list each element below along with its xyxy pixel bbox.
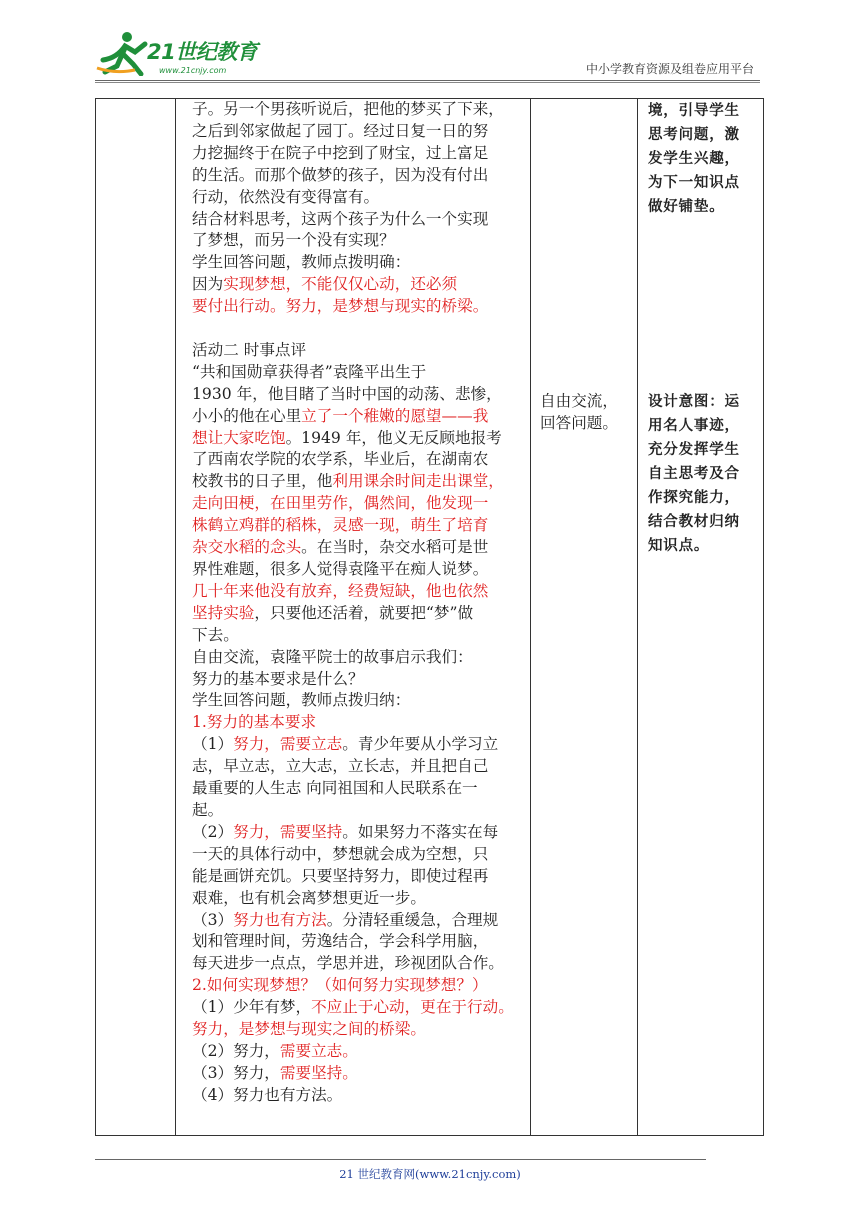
highlighted-text: 想让大家吃饱 xyxy=(192,428,286,447)
content-line xyxy=(192,581,624,603)
runner-logo-icon xyxy=(95,30,151,76)
content-line xyxy=(192,143,624,165)
body-text: 活动二 时事点评 xyxy=(192,340,307,359)
body-text: 起。 xyxy=(192,800,224,819)
teaching-content xyxy=(192,99,624,1107)
column-divider-3 xyxy=(637,99,638,1135)
highlighted-text: 走向田梗，在田里劳作，偶然间，他发现一 xyxy=(192,494,489,513)
content-line xyxy=(192,931,624,953)
content-line xyxy=(192,1063,624,1085)
intent-line: 思考问题，激 xyxy=(648,127,740,143)
body-text: 学生回答问题，教师点拨明确： xyxy=(192,253,411,272)
content-line xyxy=(192,187,624,209)
content-line xyxy=(192,493,624,515)
body-text: 结合材料思考，这两个孩子为什么一个实现 xyxy=(192,209,489,228)
body-text: 子。另一个男孩听说后，把他的梦买了下来， xyxy=(192,100,504,118)
intent-line: 知识点。 xyxy=(648,538,710,554)
body-text: 划和管理时间，劳逸结合，学会科学用脑， xyxy=(192,932,489,951)
body-text: 一天的具体行动中，梦想就会成为空想，只 xyxy=(192,844,489,863)
intent-line: 充分发挥学生 xyxy=(648,442,740,458)
content-line xyxy=(192,230,624,252)
body-text: 能是画饼充饥。只要坚持努力，即使过程再 xyxy=(192,866,489,885)
page-footer: 21 世纪教育网(www.21cnjy.com) xyxy=(339,1167,521,1181)
body-text: （2） xyxy=(192,822,234,841)
body-text: 艰难，也有机会离梦想更近一步。 xyxy=(192,888,426,907)
body-text: 下去。 xyxy=(192,625,239,644)
body-text: 的生活。而那个做梦的孩子，因为没有付出 xyxy=(192,165,489,184)
highlighted-text: 努力，需要坚持 xyxy=(233,822,343,841)
content-line xyxy=(192,515,624,537)
body-text: 之后到邻家做起了园丁。经过日复一日的努 xyxy=(192,121,489,140)
student-activity-line: 回答问题。 xyxy=(540,413,618,432)
intent-line: 境，引导学生 xyxy=(648,103,740,119)
intent-line: 设计意图：运 xyxy=(648,394,740,410)
content-line xyxy=(192,778,624,800)
body-text: 了西南农学院的农学系，毕业后，在湖南农 xyxy=(192,450,489,469)
content-line xyxy=(192,712,624,734)
intent-line: 结合教材归纳 xyxy=(648,514,740,530)
content-line xyxy=(192,362,624,384)
body-text: 力挖掘终于在院子中挖到了财宝，过上富足 xyxy=(192,143,489,162)
content-line xyxy=(192,822,624,844)
content-line xyxy=(192,165,624,187)
content-line xyxy=(192,1085,624,1107)
body-text: 校教书的日子里，他 xyxy=(192,472,333,491)
body-text: 自由交流，袁隆平院士的故事启示我们： xyxy=(192,647,473,666)
body-text: （2）努力， xyxy=(192,1041,280,1060)
body-text: （1） xyxy=(192,735,234,754)
column-divider-1 xyxy=(175,99,176,1135)
highlighted-text: 株鹤立鸡群的稻株，灵感一现，萌生了培育 xyxy=(192,516,489,535)
content-line xyxy=(192,866,624,888)
highlighted-text: 立了一个稚嫩的愿望——我 xyxy=(301,406,489,425)
intent-line: 用名人事迹， xyxy=(648,418,740,434)
highlighted-text: 努力，是梦想与现实之间的桥梁。 xyxy=(192,1020,426,1039)
body-text: 每天进步一点点，学思并进，珍视团队合作。 xyxy=(192,954,504,973)
body-text: 。如果努力不落实在每 xyxy=(342,822,499,841)
lesson-table xyxy=(95,98,764,1136)
highlighted-text: 努力，需要立志 xyxy=(233,735,343,754)
body-text: （3）努力， xyxy=(192,1063,280,1082)
content-line xyxy=(192,800,624,822)
content-line xyxy=(192,340,624,362)
content-line xyxy=(192,888,624,910)
highlighted-text: 2.如何实现梦想？（如何努力实现梦想？） xyxy=(192,976,488,995)
body-text: 最重要的人生志 向同祖国和人民联系在一 xyxy=(192,779,478,798)
body-text: 1930 年，他目睹了当时中国的动荡、悲惨， xyxy=(192,384,502,403)
body-text: 小小的他在心里 xyxy=(192,406,302,425)
highlighted-text: 努力也有方法 xyxy=(233,910,327,929)
highlighted-text: 1.努力的基本要求 xyxy=(192,713,317,732)
body-text: 志，早立志，立大志，立长志，并且把自己 xyxy=(192,757,489,776)
intent-line: 作探究能力， xyxy=(648,490,740,506)
content-line xyxy=(192,625,624,647)
body-text: 。在当时，杂交水稻可是世 xyxy=(301,538,489,557)
highlighted-text: 要付出行动。努力，是梦想与现实的桥梁。 xyxy=(192,297,489,316)
content-line xyxy=(192,121,624,143)
highlighted-text: 需要立志。 xyxy=(279,1041,358,1060)
content-line xyxy=(192,669,624,691)
content-line xyxy=(192,252,624,274)
student-activity-line: 自由交流， xyxy=(540,392,618,410)
highlighted-text: 坚持实验 xyxy=(192,603,255,622)
body-text: 。青少年要从小学习立 xyxy=(342,735,499,754)
body-text: “共和国勋章获得者”袁隆平出生于 xyxy=(192,362,427,381)
content-line xyxy=(192,647,624,669)
content-line xyxy=(192,318,624,340)
content-line xyxy=(192,1041,624,1063)
body-text: 界性难题，很多人觉得袁隆平在痴人说梦。 xyxy=(192,560,489,579)
body-text: （1）少年有梦， xyxy=(192,998,312,1017)
content-line xyxy=(192,559,624,581)
page-header xyxy=(95,30,760,80)
body-text: 了梦想，而另一个没有实现？ xyxy=(192,231,395,250)
body-text: ，只要他还活着，就要把“梦”做 xyxy=(254,603,474,622)
body-text: 学生回答问题，教师点拨归纳： xyxy=(192,691,411,710)
content-line xyxy=(192,910,624,932)
content-line xyxy=(192,1019,624,1041)
platform-name: 中小学教育资源及组卷应用平台 xyxy=(585,62,754,76)
highlighted-text: 不应止于心动，更在于行动。 xyxy=(311,998,514,1017)
content-line xyxy=(192,209,624,231)
content-line xyxy=(192,975,624,997)
intent-line: 自主思考及合 xyxy=(648,466,740,482)
content-line xyxy=(192,471,624,493)
content-line xyxy=(192,690,624,712)
logo-url: www.21cnjy.com xyxy=(159,66,227,75)
body-text: 行动，依然没有变得富有。 xyxy=(192,187,380,206)
content-line xyxy=(192,603,624,625)
intent-line: 发学生兴趣， xyxy=(648,151,740,167)
content-line xyxy=(192,756,624,778)
content-line xyxy=(192,997,624,1019)
design-intent-bottom xyxy=(648,390,740,558)
intent-line: 做好铺垫。 xyxy=(648,199,725,215)
content-line xyxy=(192,537,624,559)
content-line xyxy=(192,449,624,471)
highlighted-text: 实现梦想，不能仅仅心动，还必须 xyxy=(223,275,458,294)
body-text: （3） xyxy=(192,910,234,929)
highlighted-text: 利用课余时间走出课堂， xyxy=(332,472,504,491)
body-text: 。分清轻重缓急，合理规 xyxy=(326,910,499,929)
intent-line: 为下一知识点 xyxy=(648,175,740,191)
highlighted-text: 需要坚持。 xyxy=(279,1063,358,1082)
body-text: 。1949 年，他义无反顾地报考 xyxy=(285,428,502,447)
highlighted-text: 杂交水稻的念头 xyxy=(192,538,302,557)
highlighted-text: 几十年来他没有放弃，经费短缺，他也依然 xyxy=(192,581,489,600)
body-text: 因为 xyxy=(192,275,224,294)
design-intent-top xyxy=(648,99,760,219)
content-line xyxy=(192,296,624,318)
content-line xyxy=(192,844,624,866)
content-line xyxy=(192,99,624,121)
design-intent xyxy=(648,99,760,554)
footer-divider xyxy=(95,1159,706,1160)
header-divider-2 xyxy=(95,82,760,83)
content-line xyxy=(192,953,624,975)
student-activity xyxy=(540,391,634,435)
body-text: 努力的基本要求是什么？ xyxy=(192,669,364,688)
logo-text: 21世纪教育 xyxy=(147,40,258,64)
header-divider xyxy=(95,80,760,81)
body-text: （4）努力也有方法。 xyxy=(192,1085,343,1104)
content-line xyxy=(192,734,624,756)
content-line xyxy=(192,274,624,296)
logo xyxy=(95,30,265,80)
